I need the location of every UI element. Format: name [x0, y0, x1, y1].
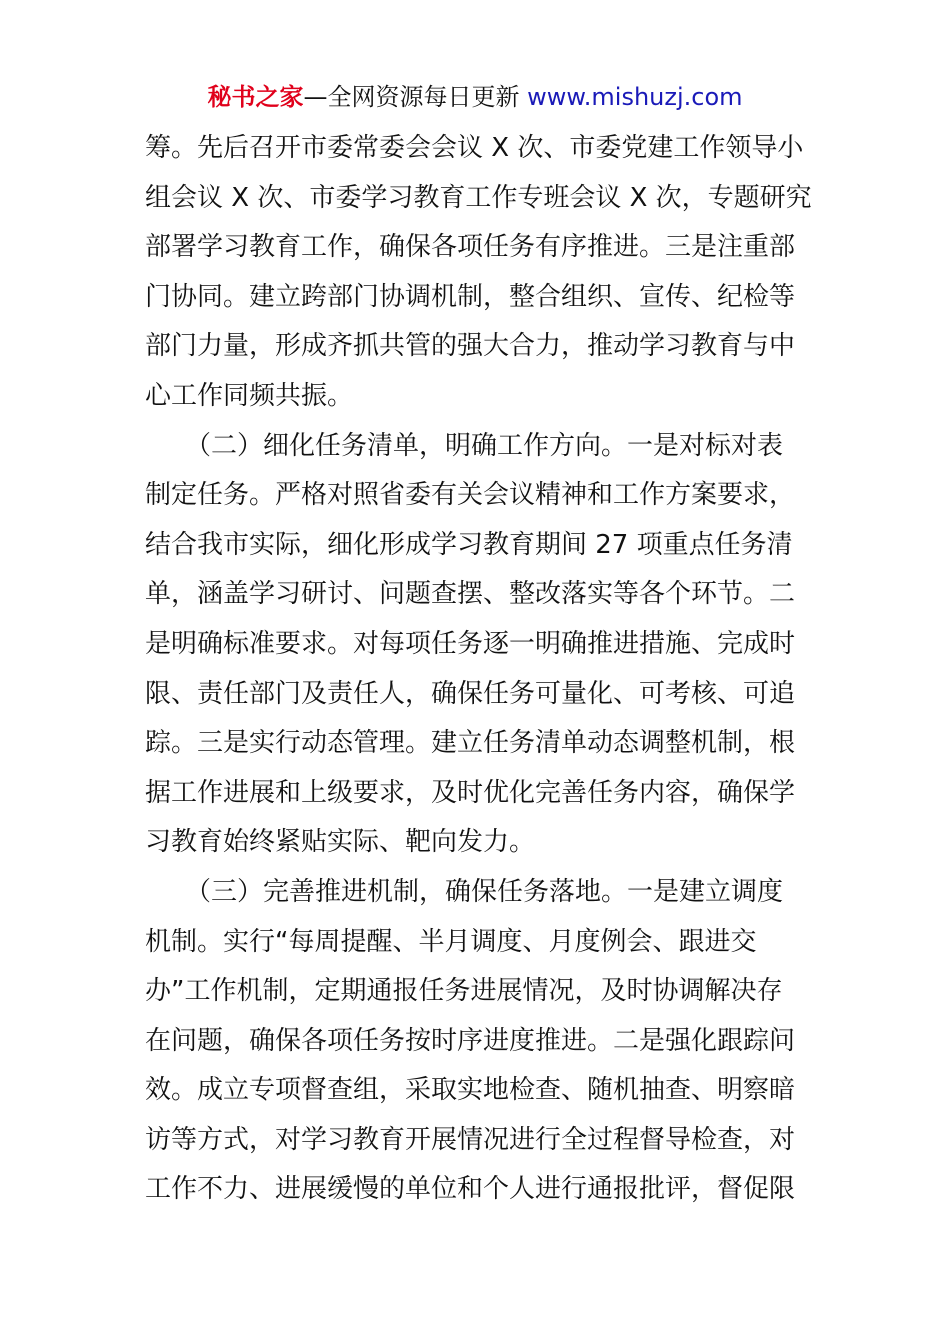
- document-body: [145, 124, 812, 1215]
- header-tagline: —全网资源每日更新: [303, 83, 528, 111]
- text-line: 访等方式，对学习教育开展情况进行全过程督导检查，对: [145, 1124, 796, 1155]
- text-line: 组会议 X 次、市委学习教育工作专班会议 X 次，专题研究: [145, 182, 812, 213]
- text-line: 据工作进展和上级要求，及时优化完善任务内容，确保学: [145, 777, 796, 808]
- text-line: 办”工作机制，定期通报任务进展情况，及时协调解决存: [145, 976, 783, 1007]
- page-header: [0, 82, 950, 112]
- text-line: 在问题，确保各项任务按时序进度推进。二是强化跟踪问: [145, 1025, 796, 1056]
- text-line: 工作不力、进展缓慢的单位和个人进行通报批评，督促限: [145, 1174, 796, 1205]
- text-line: 踪。三是实行动态管理。建立任务清单动态调整机制，根: [145, 728, 796, 759]
- text-line: 制定任务。严格对照省委有关会议精神和工作方案要求，: [145, 480, 796, 511]
- text-line: 限、责任部门及责任人，确保任务可量化、可考核、可追: [145, 678, 796, 709]
- site-url-link[interactable]: www.mishuzj.com: [527, 83, 743, 111]
- text-line: 效。成立专项督查组，采取实地检查、随机抽查、明察暗: [145, 1075, 796, 1106]
- text-line: 门协同。建立跨部门协调机制，整合组织、宣传、纪检等: [145, 281, 796, 312]
- text-line: 心工作同频共振。: [145, 380, 354, 411]
- text-line: 部门力量，形成齐抓共管的强大合力，推动学习教育与中: [145, 331, 796, 362]
- text-line: 机制。实行“每周提醒、半月调度、月度例会、跟进交: [145, 926, 757, 957]
- text-line: 单，涵盖学习研讨、问题查摆、整改落实等各个环节。二: [145, 579, 796, 610]
- section-heading-line: （二）细化任务清单，明确工作方向。一是对标对表: [185, 430, 784, 461]
- text-line: 是明确标准要求。对每项任务逐一明确推进措施、完成时: [145, 628, 796, 659]
- text-line: 筹。先后召开市委常委会会议 X 次、市委党建工作领导小: [145, 133, 804, 163]
- text-line: 部署学习教育工作，确保各项任务有序推进。三是注重部: [145, 232, 796, 263]
- section-heading-line: （三）完善推进机制，确保任务落地。一是建立调度: [185, 876, 784, 907]
- text-line: 习教育始终紧贴实际、靶向发力。: [145, 827, 536, 858]
- brand-name: 秘书之家: [207, 83, 304, 111]
- text-line: 结合我市实际，细化形成学习教育期间 27 项重点任务清: [145, 529, 793, 560]
